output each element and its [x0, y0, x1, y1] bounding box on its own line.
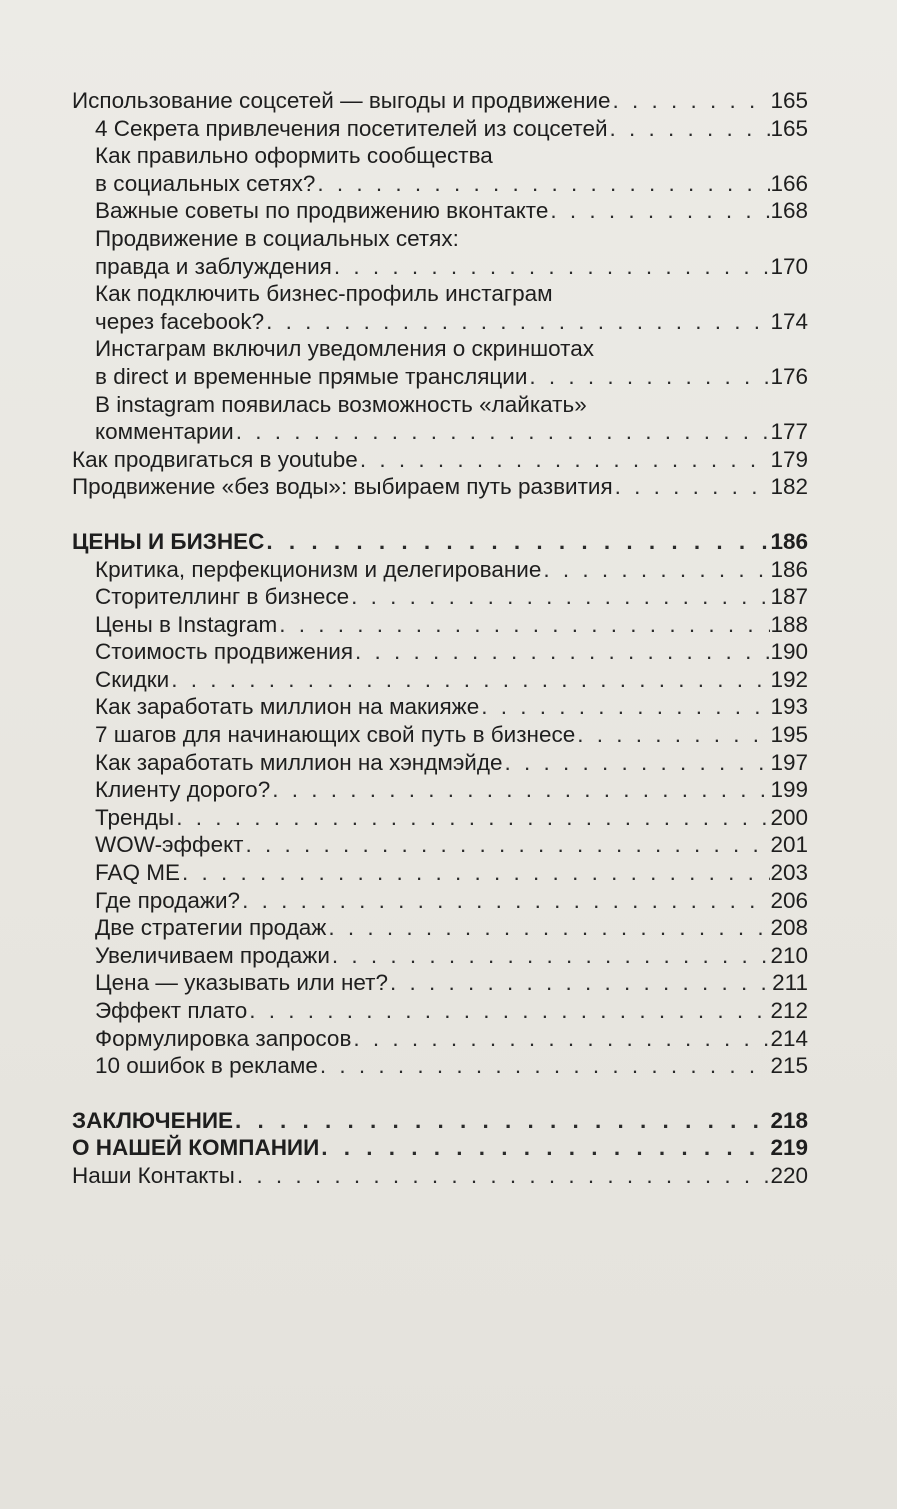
toc-entry-title: Критика, перфекционизм и делегирование — [95, 556, 542, 582]
toc-subentry — [72, 611, 808, 639]
toc-leader-dots — [353, 638, 770, 666]
table-of-contents — [72, 87, 808, 1190]
toc-entry-title: 7 шагов для начинающих свой путь в бизнесе — [95, 722, 576, 748]
toc-entry-title: Эффект плато — [95, 998, 248, 1023]
toc-entry-title: Скидки — [95, 666, 170, 692]
toc-leader-dots — [608, 115, 771, 143]
toc-page-number: 195 — [770, 722, 808, 748]
section-gap — [72, 501, 808, 528]
toc-leader-dots — [319, 1134, 770, 1162]
toc-page-number: 199 — [770, 777, 808, 803]
toc-entry — [72, 1162, 808, 1190]
toc-entry-title: Где продажи? — [95, 887, 241, 913]
toc-leader-dots — [330, 942, 771, 970]
toc-page-number: 190 — [770, 639, 808, 665]
toc-leader-dots — [264, 308, 770, 336]
toc-leader-dots — [548, 197, 770, 225]
toc-subentry — [72, 363, 808, 391]
toc-section-title: ЦЕНЫ И БИЗНЕС — [72, 528, 265, 554]
toc-entry-title: правда и заблуждения — [95, 253, 332, 279]
toc-subentry — [72, 280, 808, 308]
toc-page-number: 174 — [770, 308, 808, 334]
toc-leader-dots — [315, 170, 770, 198]
toc-page-number: 212 — [770, 998, 808, 1023]
toc-entry-title: Как правильно оформить сообщества — [95, 143, 493, 169]
toc-page-number: 179 — [770, 446, 808, 472]
toc-leader-dots — [503, 749, 771, 777]
toc-section-heading — [72, 1134, 808, 1162]
toc-entry-title: Сторителлинг в бизнесе — [95, 584, 350, 610]
toc-entry-title: Две стратегии продаж — [95, 915, 327, 941]
toc-entry-title: Как заработать миллион на макияже — [95, 694, 480, 720]
toc-leader-dots — [326, 914, 770, 942]
toc-page-number: 188 — [770, 611, 808, 637]
toc-entry-title: Формулировка запросов — [95, 1025, 352, 1051]
toc-leader-dots — [349, 583, 770, 611]
toc-page-number: 193 — [770, 694, 808, 720]
toc-entry-title: Стоимость продвижения — [95, 639, 354, 665]
toc-subentry — [72, 583, 808, 611]
toc-subentry — [72, 859, 808, 887]
toc-subentry — [72, 308, 808, 336]
toc-entry-title: Важные советы по продвижению вконтакте — [95, 198, 549, 224]
toc-subentry — [72, 115, 808, 143]
toc-subentry — [72, 666, 808, 694]
toc-leader-dots — [234, 418, 771, 446]
toc-leader-dots — [243, 831, 770, 859]
toc-entry-title: Цены в Instagram — [95, 611, 278, 637]
toc-subentry — [72, 914, 808, 942]
toc-entry-title: WOW-эффект — [95, 832, 244, 858]
toc-subentry — [72, 1025, 808, 1053]
toc-entry-title: Клиенту дорого? — [95, 777, 271, 803]
toc-entry-title: Продвижение «без воды»: выбираем путь развития — [72, 474, 613, 500]
toc-subentry — [72, 997, 808, 1025]
toc-page-number: 218 — [770, 1107, 808, 1133]
toc-entry-title: Наши Контакты — [72, 1162, 235, 1188]
toc-subentry — [72, 693, 808, 721]
toc-leader-dots — [270, 776, 770, 804]
toc-subentry — [72, 776, 808, 804]
toc-page-number: 208 — [770, 915, 808, 941]
toc-entry-title: через facebook? — [95, 308, 265, 334]
toc-subentry — [72, 749, 808, 777]
toc-leader-dots — [277, 611, 770, 639]
toc-entry-title: Как продвигаться в youtube — [72, 446, 358, 472]
toc-leader-dots — [611, 87, 771, 115]
toc-entry-title: Как заработать миллион на хэндмэйде — [95, 749, 503, 775]
toc-page-number: 206 — [770, 887, 808, 913]
toc-leader-dots — [575, 721, 770, 749]
toc-page-number: 166 — [770, 170, 808, 196]
toc-subentry — [72, 170, 808, 198]
toc-leader-dots — [388, 969, 772, 997]
toc-leader-dots — [247, 997, 770, 1025]
toc-entry — [72, 473, 808, 501]
toc-leader-dots — [332, 253, 771, 281]
toc-leader-dots — [613, 473, 771, 501]
toc-leader-dots — [174, 804, 770, 832]
toc-leader-dots — [527, 363, 770, 391]
toc-leader-dots — [235, 1162, 771, 1190]
toc-entry-title: Цена — указывать или нет? — [95, 970, 388, 996]
section-gap — [72, 1080, 808, 1107]
toc-subentry — [72, 197, 808, 225]
toc-entry-title: Продвижение в социальных сетях: — [95, 225, 459, 251]
toc-section-title: ЗАКЛЮЧЕНИЕ — [72, 1107, 234, 1133]
toc-page-number: 215 — [770, 1053, 808, 1079]
toc-leader-dots — [541, 556, 770, 584]
toc-page-number: 165 — [770, 115, 808, 141]
toc-page-number: 182 — [770, 474, 808, 500]
toc-subentry — [72, 1052, 808, 1080]
toc-subentry — [72, 225, 808, 253]
toc-entry-title: Как подключить бизнес-профиль инстаграм — [95, 281, 553, 307]
toc-subentry — [72, 887, 808, 915]
toc-page-number: 203 — [770, 860, 808, 886]
toc-leader-dots — [351, 1025, 770, 1053]
toc-leader-dots — [240, 887, 770, 915]
toc-subentry — [72, 391, 808, 419]
toc-subentry — [72, 556, 808, 584]
toc-leader-dots — [318, 1052, 771, 1080]
toc-page-number: 192 — [770, 666, 808, 692]
toc-entry-title: в социальных сетях? — [95, 170, 316, 196]
toc-entry — [72, 87, 808, 115]
toc-subentry — [72, 831, 808, 859]
toc-leader-dots — [479, 693, 770, 721]
toc-section-heading — [72, 1107, 808, 1135]
toc-leader-dots — [358, 446, 771, 474]
toc-page-number: 165 — [770, 88, 808, 113]
toc-page-number: 177 — [770, 419, 808, 445]
toc-entry-title: Увеличиваем продажи — [95, 942, 330, 968]
toc-subentry — [72, 804, 808, 832]
toc-page-number: 201 — [770, 832, 808, 858]
toc-page-number: 187 — [770, 584, 808, 610]
toc-subentry — [72, 253, 808, 281]
toc-page-number: 176 — [770, 363, 808, 389]
toc-leader-dots — [180, 859, 770, 887]
toc-entry-title: Инстаграм включил уведомления о скриншотах — [95, 336, 594, 362]
toc-section-title: О НАШЕЙ КОМПАНИИ — [72, 1135, 320, 1161]
toc-page-number: 211 — [772, 970, 808, 996]
toc-page-number: 210 — [770, 942, 808, 968]
toc-page-number: 200 — [770, 804, 808, 830]
toc-entry-title: Тренды — [95, 804, 175, 830]
toc-entry-title: В instagram появилась возможность «лайкать» — [95, 391, 587, 417]
toc-entry — [72, 446, 808, 474]
toc-entry-title: FAQ ME — [95, 860, 181, 886]
toc-entry-title: 10 ошибок в рекламе — [95, 1053, 318, 1079]
toc-leader-dots — [169, 666, 770, 694]
toc-subentry — [72, 142, 808, 170]
toc-subentry — [72, 969, 808, 997]
toc-subentry — [72, 942, 808, 970]
toc-section-heading — [72, 528, 808, 556]
toc-subentry — [72, 335, 808, 363]
toc-page-number: 220 — [770, 1162, 808, 1188]
toc-subentry — [72, 418, 808, 446]
toc-entry-title: Использование соцсетей — выгоды и продвижение — [72, 88, 611, 113]
toc-page-number: 186 — [770, 528, 808, 554]
toc-entry-title: в direct и временные прямые трансляции — [95, 363, 528, 389]
toc-entry-title: 4 Секрета привлечения посетителей из соцсетей — [95, 115, 608, 141]
toc-leader-dots — [264, 528, 770, 556]
toc-page-number: 214 — [770, 1025, 808, 1051]
toc-page-number: 197 — [770, 749, 808, 775]
toc-page-number: 219 — [770, 1135, 808, 1161]
toc-page-number: 168 — [770, 198, 808, 224]
toc-page-number: 170 — [770, 253, 808, 279]
toc-subentry — [72, 721, 808, 749]
toc-subentry — [72, 638, 808, 666]
toc-entry-title: комментарии — [95, 419, 234, 445]
toc-leader-dots — [233, 1107, 770, 1135]
toc-page-number: 186 — [770, 556, 808, 582]
